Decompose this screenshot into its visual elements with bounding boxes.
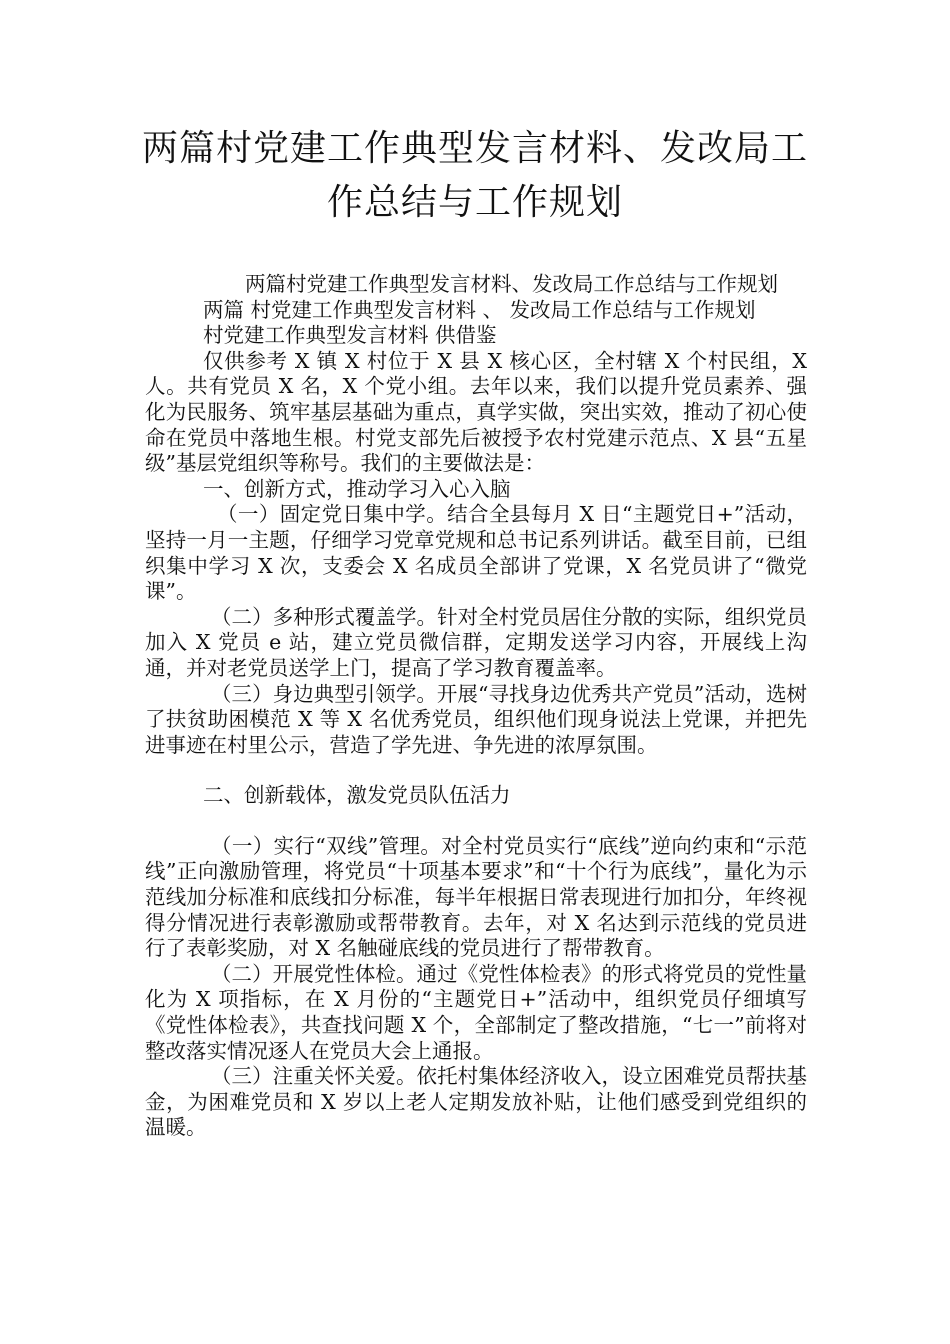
body-paragraph: 仅供参考 X 镇 X 村位于 X 县 X 核心区，全村辖 X 个村民组，X 人。共有党员 X 名，X 个党小组。去年以来，我们以提升党员素养、强化为民服务、筑牢基层基础为重点，真学实做，突出实效，推动了初心使命在党员中落地生根。村党支部先后被授予农村党建示范点、X 县“五星级”基层党组织等称号。我们的主要做法是：	[145, 348, 807, 476]
title-line-2: 作总结与工作规划	[326, 182, 623, 223]
section-intro-heading: 村党建工作典型发言材料 供借鉴	[203, 323, 497, 348]
document-body	[145, 272, 807, 1141]
body-paragraph: （二）开展党性体检。通过《党性体检表》的形式将党员的党性量化为 X 项指标，在 X 月份的“主题党日+”活动中，组织党员仔细填写《党性体检表》，共查找问题 X 个，全部制定了整改措施，“七一”前将对整改落实情况逐人在党员大会上通报。	[145, 961, 807, 1063]
spacer	[145, 758, 807, 783]
body-paragraph: （三）身边典型引领学。开展“寻找身边优秀共产党员”活动，选树了扶贫助困模范 X 等 X 名优秀党员，组织他们现身说法上党课，并把先进事迹在村里公示，营造了学先进、争先进的浓厚氛围。	[145, 681, 807, 757]
body-paragraph: （一）固定党日集中学。结合全县每月 X 日“主题党日+”活动，坚持一月一主题，仔细学习党章党规和总书记系列讲话。截至目前，已组织集中学习 X 次，支委会 X 名成员全部讲了党课，X 名党员讲了“微党课”。	[145, 502, 807, 604]
subtitle-paragraph: 两篇村党建工作典型发言材料、发改局工作总结与工作规划	[245, 272, 778, 296]
body-paragraph: （一）实行“双线”管理。对全村党员实行“底线”逆向约束和“示范线”正向激励管理，将党员“十项基本要求”和“十个行为底线”，量化为示范线加分标准和底线扣分标准，每半年根据日常表现进行加扣分，年终视得分情况进行表彰激励或帮带教育。去年，对 X 名达到示范线的党员进行了表彰奖励，对 X 名触碰底线的党员进行了帮带教育。	[145, 833, 807, 961]
title-line-1: 两篇村党建工作典型发言材料、发改局工	[141, 128, 808, 169]
section-heading: 二、创新载体，激发党员队伍活力	[203, 783, 511, 808]
body-paragraph: （三）注重关怀关爱。依托村集体经济收入，设立困难党员帮扶基金，为困难党员和 X 岁以上老人定期发放补贴，让他们感受到党组织的温暖。	[145, 1064, 807, 1140]
section-heading: 一、创新方式，推动学习入心入脑	[203, 476, 511, 501]
body-paragraph: （二）多种形式覆盖学。针对全村党员居住分散的实际，组织党员加入 X 党员 e 站，建立党员微信群，定期发送学习内容，开展线上沟通，并对老党员送学上门，提高了学习教育覆盖率。	[145, 604, 807, 680]
subtitle-paragraph-2: 两篇 村党建工作典型发言材料 、 发改局工作总结与工作规划	[203, 297, 756, 322]
document-title	[120, 122, 830, 230]
spacer	[145, 809, 807, 834]
